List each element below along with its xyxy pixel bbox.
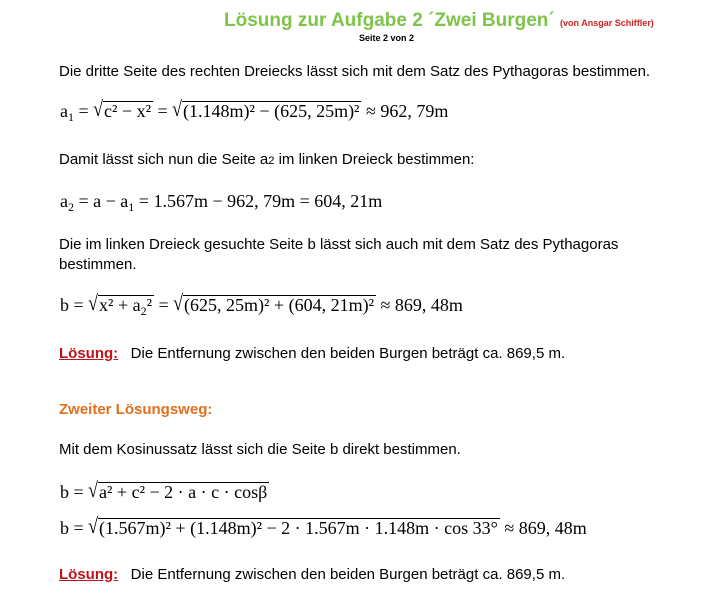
sqrt-symbol: √ [173, 290, 184, 315]
solution-label: Lösung: [59, 345, 119, 362]
second-approach-heading: Zweiter Lösungsweg: [59, 401, 213, 418]
solution-text: Die Entfernung zwischen den beiden Burgen beträgt ca. 869,5 m. [130, 345, 566, 362]
equation-3: $b = √x^2 + a_2^2 = √(625$, 25m)² + (604, 21m)² ≈ 869, 48m [60, 295, 463, 321]
equation-5: b = √(1.567m)² + (1.148m)² − 2 · 1.567m · 1.148m · cos 33° ≈ 869, 48m [60, 513, 587, 538]
author-byline: (von Ansgar Schiffler) [560, 18, 654, 28]
document-title [224, 10, 654, 32]
paragraph-4: Mit dem Kosinussatz lässt sich die Seite b direkt bestimmen. [59, 441, 461, 458]
solution-text: Die Entfernung zwischen den beiden Burgen beträgt ca. 869,5 m. [130, 566, 566, 583]
sqrt-symbol: √ [88, 513, 99, 538]
solution-1 [59, 344, 565, 364]
sqrt-symbol: √ [88, 477, 99, 502]
paragraph-3: Die im linken Dreieck gesuchte Seite b lässt sich auch mit dem Satz des Pythagoras bestimmen. [59, 236, 619, 273]
equation-2: $a_2 = a - a_1 = 1.567m - 962$, 79m = 604, 21m [60, 191, 383, 214]
page-number: Seite 2 von 2 [359, 33, 415, 43]
paragraph-1: Die dritte Seite des rechten Dreiecks lässt sich mit dem Satz des Pythagoras bestimmen. [59, 63, 651, 80]
sqrt-symbol: √ [88, 290, 99, 315]
solution-2 [59, 565, 565, 585]
solution-label: Lösung: [59, 566, 119, 583]
title-text: Lösung zur Aufgabe 2 ´Zwei Burgen´ [224, 10, 555, 31]
sqrt-symbol: √ [93, 96, 104, 121]
paragraph-2: Damit lässt sich nun die Seite a2 im linken Dreieck bestimmen: [59, 151, 475, 168]
equation-4: b = √a² + c² − 2 · a · c · cosβ [60, 477, 268, 502]
equation-1: $a_1 = √c^2 - x^2 = √(1.148m)^2 - (625$, 25m)² ≈ 962, 79m [60, 96, 449, 124]
sqrt-symbol: √ [172, 96, 183, 121]
